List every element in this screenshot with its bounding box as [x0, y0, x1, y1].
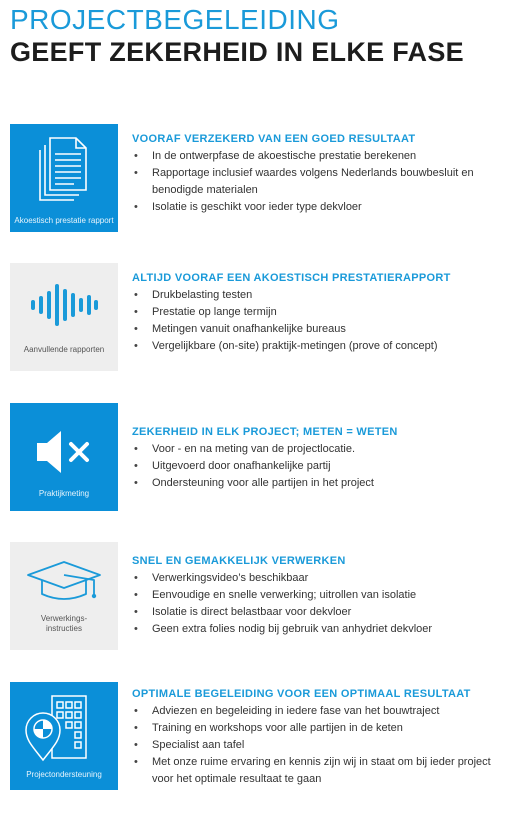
tile-label: Aanvullende rapporten [23, 345, 105, 354]
page-header [10, 4, 464, 68]
tile-field-measurement [10, 403, 118, 511]
speaker-mute-icon [33, 427, 95, 477]
page-title-line2: GEEFT ZEKERHEID IN ELKE FASE [10, 37, 464, 67]
section-title: OPTIMALE BEGELEIDING VOOR EEN OPTIMAAL RESULTAAT [132, 688, 471, 700]
section-title: SNEL EN GEMAKKELIJK VERWERKEN [132, 555, 346, 567]
building-location-icon [24, 692, 90, 762]
list-item: • Prestatie op lange termijn [132, 304, 512, 321]
section-content [132, 271, 512, 355]
list-item: • Voor - en na meting van de projectlocatie. [132, 441, 512, 458]
list-item: • Isolatie is geschikt voor ieder type dekvloer [132, 199, 512, 216]
tile-instructions [10, 542, 118, 650]
section-title: ALTIJD VOORAF EEN AKOESTISCH PRESTATIERAPPORT [132, 272, 451, 284]
list-item: • Metingen vanuit onafhankelijke bureaus [132, 321, 512, 338]
list-item: • Adviezen en begeleiding in iedere fase van het bouwtraject [132, 703, 512, 720]
section-title: ZEKERHEID IN ELK PROJECT; METEN = WETEN [132, 426, 398, 438]
bullet-list [132, 287, 512, 355]
list-item: • Ondersteuning voor alle partijen in het project [132, 475, 512, 492]
page-title-line1: PROJECTBEGELEIDING [10, 4, 340, 35]
section-content [132, 554, 512, 638]
list-item: • Met onze ruime ervaring en kennis zijn wij in staat om bij ieder project voor het optimale resultaat te gaan [132, 754, 512, 788]
list-item: • Verwerkingsvideo’s beschikbaar [132, 570, 512, 587]
section-content [132, 687, 512, 788]
list-item: • Training en workshops voor alle partijen in de keten [132, 720, 512, 737]
list-item: • Rapportage inclusief waardes volgens Nederlands bouwbesluit en benodigde materialen [132, 165, 512, 199]
sound-wave-icon [29, 283, 99, 327]
list-item: • In de ontwerpfase de akoestische prestatie berekenen [132, 148, 512, 165]
list-item: • Drukbelasting testen [132, 287, 512, 304]
bullet-list [132, 703, 512, 788]
section-content [132, 425, 512, 492]
bullet-list [132, 148, 512, 216]
list-item: • Uitgevoerd door onafhankelijke partij [132, 458, 512, 475]
section-title: VOORAF VERZEKERD VAN EEN GOED RESULTAAT [132, 133, 416, 145]
list-item: • Specialist aan tafel [132, 737, 512, 754]
section-content [132, 132, 512, 216]
list-item: • Eenvoudige en snelle verwerking; uitrollen van isolatie [132, 587, 512, 604]
tile-label: Akoestisch prestatie rapport [14, 216, 114, 225]
tile-project-support [10, 682, 118, 790]
tile-label: Verwerkings- instructies [40, 614, 88, 633]
list-item: • Isolatie is direct belastbaar voor dekvloer [132, 604, 512, 621]
bullet-list [132, 570, 512, 638]
graduation-cap-icon [24, 558, 104, 608]
bullet-list [132, 441, 512, 492]
tile-label: Praktijkmeting [38, 489, 90, 498]
tile-acoustic-report [10, 124, 118, 232]
tile-label: Projectondersteuning [26, 770, 102, 779]
tile-extra-reports [10, 263, 118, 371]
list-item: • Geen extra folies nodig bij gebruik van anhydriet dekvloer [132, 621, 512, 638]
documents-icon [34, 134, 94, 206]
list-item: • Vergelijkbare (on-site) praktijk-metingen (prove of concept) [132, 338, 512, 355]
